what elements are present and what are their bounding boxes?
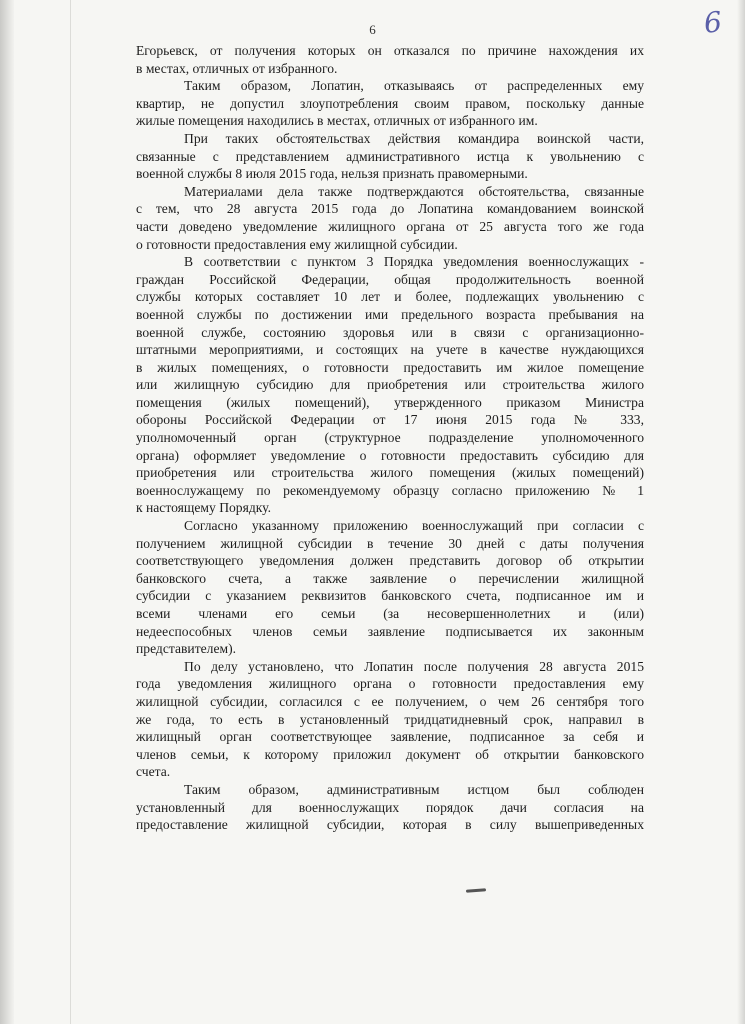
text-line: к настоящему Порядку. <box>136 500 272 516</box>
text-line: военной службы 8 июля 2015 года, нельзя признать правомерными. <box>136 166 528 182</box>
text-line: в местах, отличных от избранного. <box>136 60 338 76</box>
text-line: года уведомления жилищного органа о готовности предоставления ему <box>136 676 644 692</box>
text-line: соответствующего уведомления должен представить договор об открытии <box>136 553 644 569</box>
text-line: с тем, что 28 августа 2015 года до Лопатина командованием воинской <box>136 201 644 217</box>
text-line: же года, то есть в установленный тридцатидневный срок, направил в <box>136 711 644 727</box>
text-line: связанные с представлением административного истца к увольнению с <box>136 148 644 164</box>
text-line: жилые помещения находились в местах, отличных от избранного им. <box>136 113 538 129</box>
text-line: представителем). <box>136 641 237 657</box>
text-line: военнослужащему по рекомендуемому образцу согласно приложению № 1 <box>136 482 644 498</box>
text-line: органа) оформляет уведомление о готовности предоставить субсидию для <box>136 447 644 463</box>
text-line: недееспособных членов семьи заявление подписывается их законным <box>136 623 644 639</box>
text-line: всеми членами его семьи (за несовершеннолетних и (или) <box>136 606 644 621</box>
text-line: членов семьи, к которому приложил документ об открытии банковского <box>136 746 644 762</box>
text-line: По делу установлено, что Лопатин после получения 28 августа 2015 <box>184 658 644 674</box>
scan-edge-shadow <box>0 0 14 1024</box>
page-number: 6 <box>369 22 376 37</box>
text-line: квартир, не допустил злоупотребления своим правом, поскольку данные <box>136 95 644 111</box>
scan-right-shadow <box>737 0 745 1024</box>
ink-mark <box>466 888 486 892</box>
text-line: службы которых составляет 10 лет и более, подлежащих увольнению с <box>136 289 644 305</box>
text-line: Таким образом, Лопатин, отказываясь от распределенных ему <box>184 78 644 94</box>
text-line: получением жилищной субсидии в течение 30 дней с даты получения <box>136 535 644 551</box>
text-line: или жилищную субсидию для приобретения или строительства жилого <box>136 377 644 393</box>
text-line: В соответствии с пунктом 3 Порядка уведомления военнослужащих - <box>184 254 644 270</box>
text-line: о готовности предоставления ему жилищной субсидии. <box>136 236 458 252</box>
text-line: помещения (жилых помещений), утвержденного приказом Министра <box>136 394 644 410</box>
text-line: субсидии с указанием реквизитов банковского счета, подписанное им и <box>136 588 644 604</box>
page-fold-line <box>70 0 71 1024</box>
text-line: штатными мероприятиями, и состоящих на учете в качестве нуждающихся <box>136 342 644 358</box>
text-line: установленный для военнослужащих порядок дачи согласия на <box>136 799 644 815</box>
text-line: Согласно указанному приложению военнослужащий при согласии с <box>184 518 644 534</box>
text-line: Материалами дела также подтверждаются обстоятельства, связанные <box>184 183 644 199</box>
handwritten-page-mark: 6 <box>702 5 724 40</box>
text-line: уполномоченный орган (структурное подразделение уполномоченного <box>136 430 644 446</box>
document-body <box>136 42 644 834</box>
text-line: Егорьевск, от получения которых он отказался по причине нахождения их <box>136 43 644 58</box>
text-line: обороны Российской Федерации от 17 июня 2015 года № 333, <box>136 412 644 428</box>
text-line: банковского счета, а также заявление о перечислении жилищной <box>136 570 644 586</box>
text-line: жилищной субсидии, согласился с ее получением, о чем 26 сентября того <box>136 693 644 709</box>
text-line: предоставление жилищной субсидии, которая в силу вышеприведенных <box>136 817 644 833</box>
text-line: в жилых помещениях, о готовности предоставить им жилое помещение <box>136 359 644 375</box>
text-line: счета. <box>136 764 171 780</box>
text-line: граждан Российской Федерации, общая продолжительность военной <box>136 271 644 287</box>
text-line: части доведено уведомление жилищного органа от 25 августа того же года <box>136 218 644 234</box>
text-line: При таких обстоятельствах действия командира воинской части, <box>184 130 644 146</box>
text-line: военной службе, состоянию здоровья или в связи с организационно- <box>136 324 644 340</box>
text-line: Таким образом, административным истцом был соблюден <box>184 781 644 797</box>
text-line: военной службы по достижении ими предельного возраста пребывания на <box>136 306 644 322</box>
text-line: жилищный орган соответствующее заявление, подписанное за себя и <box>136 729 644 745</box>
text-line: приобретения или строительства жилого помещения (жилых помещений) <box>136 465 644 481</box>
